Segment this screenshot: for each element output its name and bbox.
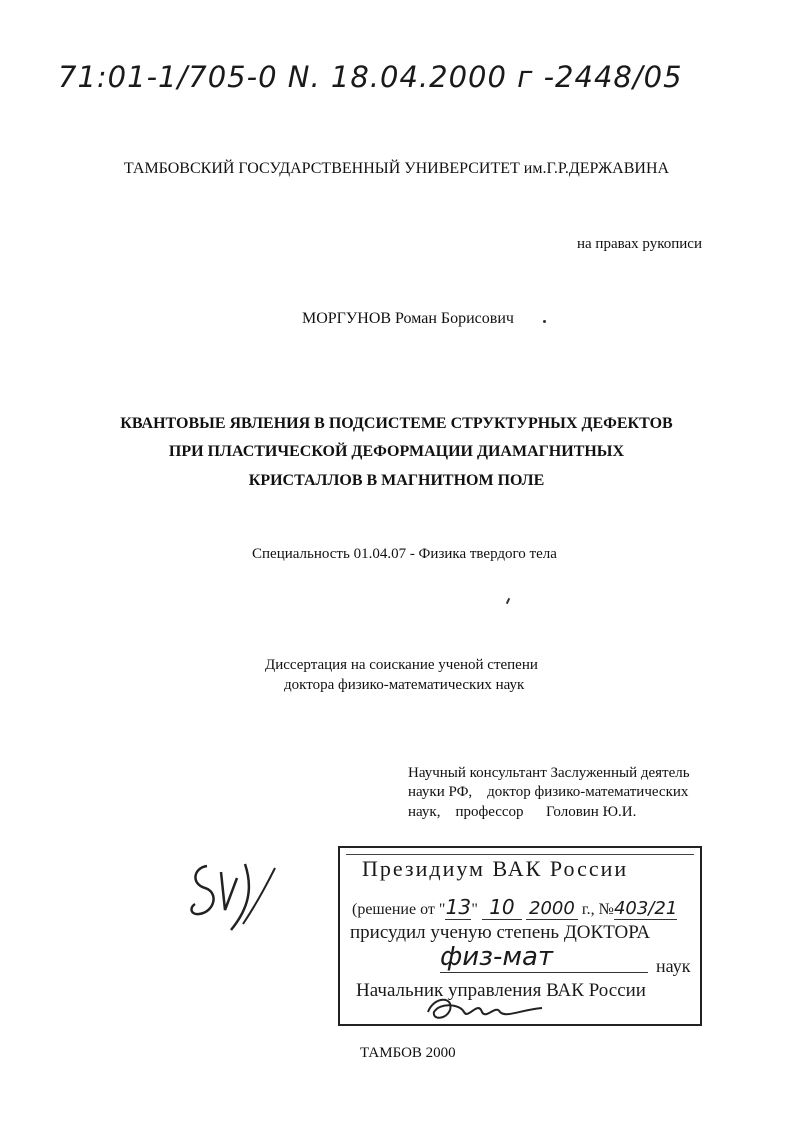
signature-left xyxy=(185,858,290,938)
stamp-head: Начальник управления ВАК России xyxy=(356,980,646,1001)
specialty: Специальность 01.04.07 - Физика твердого тела xyxy=(252,546,557,562)
dissertation-title-line-2: ПРИ ПЛАСТИЧЕСКОЙ ДЕФОРМАЦИИ ДИАМАГНИТНЫХ xyxy=(168,443,625,460)
consultant-line-1: Научный консультант Заслуженный деятель xyxy=(408,765,690,781)
decision-quote: " xyxy=(471,901,478,918)
decision-number: 403/21 xyxy=(613,898,678,919)
decision-suffix: г., № xyxy=(581,901,614,918)
dot-mark xyxy=(543,320,546,323)
degree-line-1: Диссертация на соискание ученой степени xyxy=(265,657,538,673)
pen-mark xyxy=(506,598,510,604)
decision-month: 10 xyxy=(482,895,522,920)
stamp-decision xyxy=(352,895,677,920)
consultant-line-2: науки РФ, доктор физико-математических xyxy=(408,784,689,800)
city-year: ТАМБОВ 2000 xyxy=(360,1045,456,1061)
archive-number: 71:01-1/705-0 N. 18.04.2000 г -2448/05 xyxy=(58,60,683,94)
decision-prefix: (решение от " xyxy=(352,901,446,918)
manuscript-rights: на правах рукописи xyxy=(577,236,702,252)
consultant-line-3: наук, профессор Головин Ю.И. xyxy=(408,804,637,820)
author-name: МОРГУНОВ Роман Борисович xyxy=(302,310,514,327)
decision-year: 2000 xyxy=(526,898,578,920)
stamp-field: физ-мат xyxy=(440,942,648,973)
stamp-title: Президиум ВАК России xyxy=(362,856,629,881)
dissertation-title-line-1: КВАНТОВЫЕ ЯВЛЕНИЯ В ПОДСИСТЕМЕ СТРУКТУРНЫХ ДЕФЕКТОВ xyxy=(120,415,673,432)
university-name: ТАМБОВСКИЙ ГОСУДАРСТВЕННЫЙ УНИВЕРСИТЕТ им.Г.Р.ДЕРЖАВИНА xyxy=(123,160,670,177)
stamp-awarded: присудил ученую степень ДОКТОРА xyxy=(350,922,651,943)
signature-stamp xyxy=(420,990,550,1026)
decision-day: 13 xyxy=(445,895,472,919)
degree-line-2: доктора физико-математических наук xyxy=(284,677,525,693)
stamp-science-suffix: наук xyxy=(656,956,691,976)
dissertation-title-line-3: КРИСТАЛЛОВ В МАГНИТНОМ ПОЛЕ xyxy=(248,472,545,489)
